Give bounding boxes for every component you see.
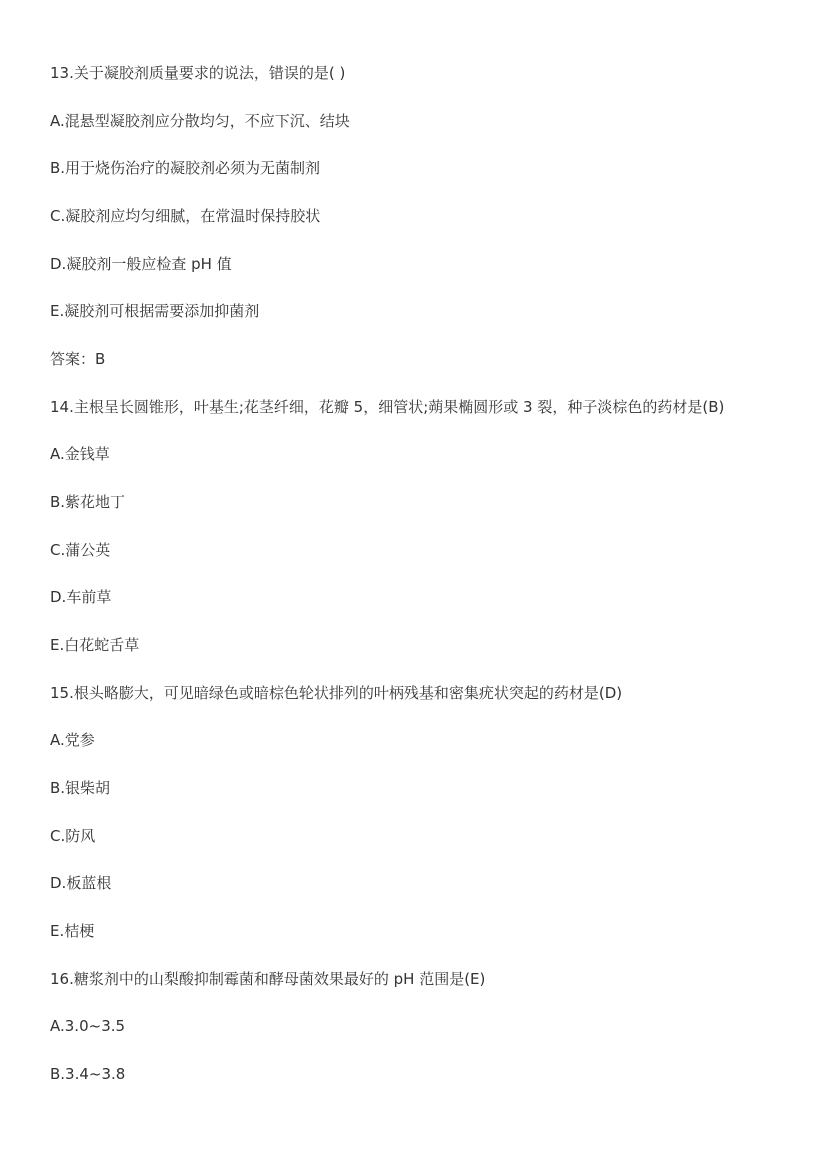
question-15-stem: 15.根头略膨大，可见暗绿色或暗棕色轮状排列的叶柄残基和密集疣状突起的药材是(D) — [50, 684, 623, 702]
question-13-option-d: D.凝胶剂一般应检查 pH 值 — [50, 255, 232, 273]
question-13-option-c: C.凝胶剂应均匀细腻，在常温时保持胶状 — [50, 207, 321, 225]
question-14-option-a: A.金钱草 — [50, 445, 110, 463]
question-14-option-b: B.紫花地丁 — [50, 493, 126, 511]
question-14-option-e: E.白花蛇舌草 — [50, 636, 140, 654]
question-13-option-e: E.凝胶剂可根据需要添加抑菌剂 — [50, 302, 260, 320]
question-15-option-b: B.银柴胡 — [50, 779, 111, 797]
question-15-option-e: E.桔梗 — [50, 922, 95, 940]
question-16-stem: 16.糖浆剂中的山梨酸抑制霉菌和酵母菌效果最好的 pH 范围是(E) — [50, 970, 486, 988]
question-13-option-a: A.混悬型凝胶剂应分散均匀，不应下沉、结块 — [50, 112, 350, 130]
question-13-answer: 答案：B — [50, 350, 106, 368]
question-15-option-d: D.板蓝根 — [50, 874, 112, 892]
question-13-stem: 13.关于凝胶剂质量要求的说法，错误的是( ) — [50, 64, 346, 82]
question-15-option-a: A.党参 — [50, 731, 95, 749]
question-14-stem: 14.主根呈长圆锥形，叶基生;花茎纤细，花瓣 5，细管状;蒴果椭圆形或 3 裂，种子淡棕色的药材是(B) — [50, 398, 725, 416]
question-15-option-c: C.防风 — [50, 827, 96, 845]
question-16-option-b: B.3.4~3.8 — [50, 1065, 126, 1083]
question-13-option-b: B.用于烧伤治疗的凝胶剂必须为无菌制剂 — [50, 159, 321, 177]
question-14-option-d: D.车前草 — [50, 588, 112, 606]
question-14-option-c: C.蒲公英 — [50, 541, 111, 559]
question-16-option-a: A.3.0~3.5 — [50, 1017, 126, 1035]
